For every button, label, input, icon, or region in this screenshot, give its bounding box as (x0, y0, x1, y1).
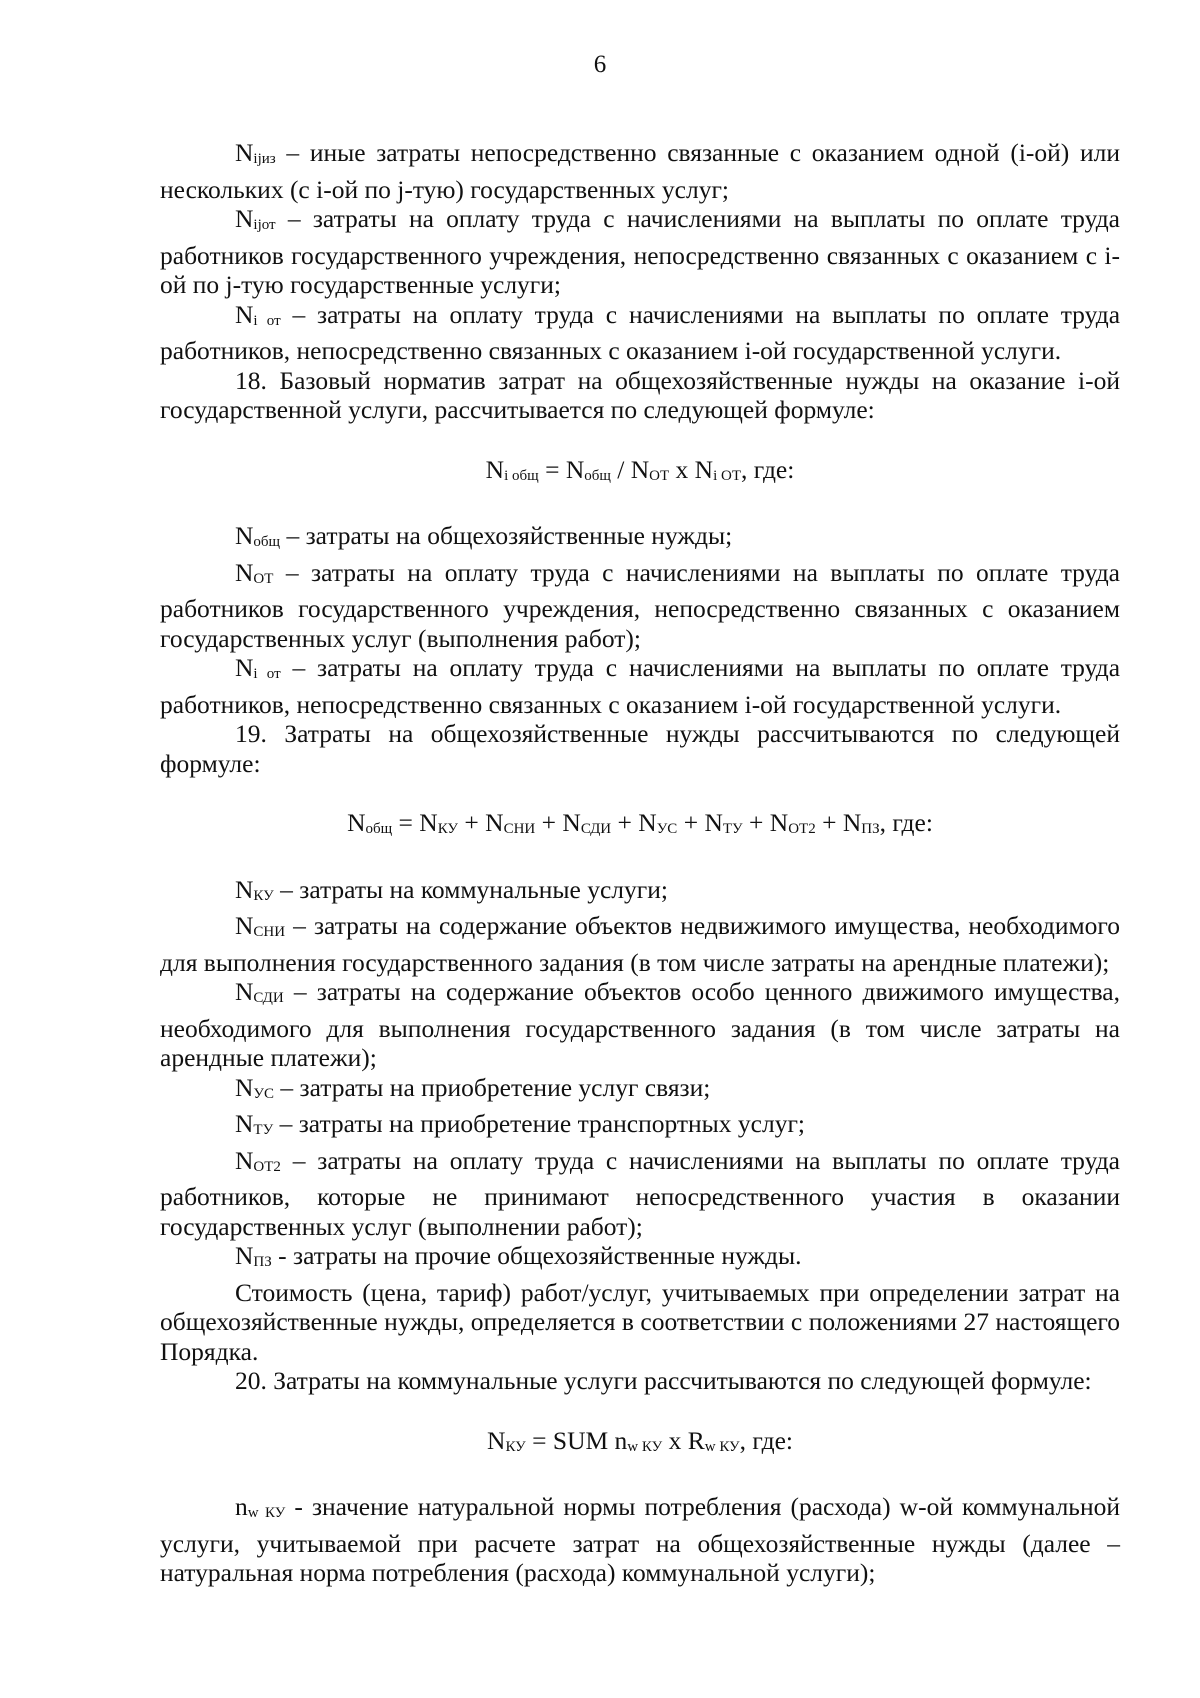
formula-text: N (485, 454, 505, 484)
paragraph (160, 366, 1120, 425)
definition-text: – затраты на общехозяйственные нужды; (280, 521, 733, 550)
symbol-subscript: УС (253, 1085, 275, 1102)
formula-text: + N (677, 808, 723, 837)
definition-text: – иные затраты непосредственно связанные с оказанием одной (i-ой) или нескольких (с i-ой по j-тую) государственных услуг; (160, 138, 1120, 204)
document-body (160, 138, 1120, 1588)
formula (160, 1426, 1120, 1463)
symbol: N (235, 1072, 254, 1102)
definition-text: – затраты на содержание объектов недвижимого имущества, необходимого для выполнения государственного задания (в том числе затраты на арендные платежи); (160, 911, 1120, 977)
symbol-subscript: КУ (253, 887, 274, 904)
symbol: N (235, 1145, 254, 1175)
definition-text: – затраты на оплату труда с начислениями на выплаты по оплате труда работников, которые не принимают непосредственного участия в оказании государственных услуг (выполнении работ); (160, 1145, 1120, 1241)
formula-text: = SUM n (525, 1425, 628, 1455)
formula-text: + N (458, 808, 504, 837)
formula-subscript: ОТ (649, 467, 670, 484)
paragraph-text: 20. Затраты на коммунальные услуги рассчитываются по следующей формуле: (235, 1366, 1092, 1395)
formula-text: + N (611, 808, 657, 837)
definition-text: – затраты на приобретение транспортных услуг; (273, 1109, 806, 1138)
formula-text: = N (538, 454, 585, 484)
definition-paragraph (160, 521, 1120, 558)
definition-text: – затраты на коммунальные услуги; (273, 874, 668, 904)
symbol-subscript: ОТ (253, 570, 274, 587)
formula-subscript: СДИ (580, 821, 612, 837)
page-number: 6 (593, 51, 607, 78)
symbol-subscript: СНИ (253, 924, 286, 940)
definition-text: – затраты на содержание объектов особо ценного движимого имущества, необходимого для выполнения государственного задания (в том числе затраты на арендные платежи); (160, 977, 1120, 1072)
symbol: N (235, 299, 254, 329)
definition-text: – затраты на оплату труда с начислениями на выплаты по оплате труда работников, непосредственно связанных с оказанием i-ой государственной услуги. (160, 653, 1121, 719)
symbol: N (235, 874, 254, 904)
definition-paragraph (160, 1073, 1120, 1110)
spacer (160, 1462, 1120, 1492)
symbol-subscript: ijиз (253, 151, 276, 167)
formula-text: = N (392, 808, 438, 837)
symbol: N (235, 977, 254, 1006)
symbol-subscript: ТУ (253, 1122, 274, 1138)
definition-text: - затраты на прочие общехозяйственные нужды. (271, 1241, 802, 1270)
definition-paragraph (160, 653, 1120, 719)
spacer (160, 491, 1120, 521)
definition-paragraph (160, 558, 1120, 654)
symbol-subscript: ОТ2 (253, 1158, 281, 1175)
spacer (160, 425, 1120, 455)
formula-subscript: общ (365, 821, 393, 837)
symbol-subscript: w КУ (247, 1505, 286, 1521)
definition-paragraph (160, 875, 1120, 912)
symbol-subscript: i от (253, 666, 281, 682)
formula-text: / N (610, 454, 650, 484)
formula-subscript: ОТ2 (788, 821, 816, 837)
definition-paragraph (160, 1241, 1120, 1278)
definition-text: – затраты на приобретение услуг связи; (274, 1072, 711, 1102)
definition-text: – затраты на оплату труда с начислениями на выплаты по оплате труда работников государственного учреждения, непосредственно связанных с оказанием с i-ой по j-тую государственные услуги; (160, 204, 1120, 299)
definition-text: - значение натуральной нормы потребления (расхода) w-ой коммунальной услуги, учитываемой при расчете затрат на общехозяйственные нужды (далее – натуральная норма потребления (расхода) коммунальной услуги); (160, 1492, 1120, 1587)
symbol: N (235, 653, 254, 682)
definition-paragraph (160, 1109, 1120, 1146)
definition-paragraph (160, 1146, 1120, 1242)
formula-subscript: КУ (437, 821, 459, 837)
symbol: n (235, 1492, 248, 1521)
formula-subscript: ТУ (722, 821, 743, 837)
formula-subscript: ПЗ (861, 821, 880, 837)
formula-text: + N (742, 808, 789, 837)
definition-text: – затраты на оплату труда с начислениями на выплаты по оплате труда работников государственного учреждения, непосредственно связанных с оказанием государственных услуг (выполнения работ); (160, 557, 1120, 653)
formula-subscript: СНИ (503, 821, 536, 837)
formula (160, 808, 1120, 845)
spacer (160, 845, 1120, 875)
symbol: N (235, 521, 254, 550)
definition-paragraph (160, 204, 1120, 300)
formula-text: N (347, 808, 366, 837)
formula-subscript: общ (584, 467, 611, 484)
definition-paragraph (160, 1492, 1120, 1588)
symbol: N (235, 1241, 254, 1270)
formula (160, 455, 1120, 492)
formula-subscript: УС (656, 821, 678, 837)
paragraph-text: 18. Базовый норматив затрат на общехозяйственные нужды на оказание i-ой государственной услуги, рассчитывается по следующей формуле: (160, 365, 1120, 424)
definition-paragraph (160, 911, 1120, 977)
paragraph (160, 719, 1120, 778)
symbol: N (235, 138, 254, 167)
symbol: N (235, 1109, 254, 1138)
formula-subscript: i ОТ (713, 467, 742, 484)
formula-text: x N (669, 454, 714, 484)
formula-text: x R (662, 1425, 705, 1455)
formula-subscript: w КУ (627, 1438, 663, 1455)
symbol-subscript: i от (253, 312, 281, 329)
symbol-subscript: ПЗ (253, 1254, 272, 1270)
formula-subscript: КУ (505, 1438, 526, 1455)
formula-subscript: w КУ (704, 1438, 740, 1455)
definition-paragraph (160, 138, 1120, 204)
definition-paragraph (160, 300, 1120, 366)
symbol-subscript: СДИ (253, 990, 284, 1006)
formula-text: + N (815, 808, 862, 837)
formula-text: , где: (741, 454, 795, 484)
formula-text: N (487, 1425, 506, 1455)
paragraph (160, 1366, 1120, 1396)
symbol-subscript: общ (253, 534, 281, 550)
symbol-subscript: ijот (253, 217, 276, 233)
formula-subscript: i общ (504, 467, 539, 484)
symbol: N (235, 557, 254, 587)
spacer (160, 778, 1120, 808)
definition-text: – затраты на оплату труда с начислениями на выплаты по оплате труда работников, непосредственно связанных с оказанием i-ой государственной услуги. (160, 299, 1121, 365)
paragraph-text: Стоимость (цена, тариф) работ/услуг, учитываемых при определении затрат на общехозяйственные нужды, определяется в соответствии с положениями 27 настоящего Порядка. (160, 1277, 1120, 1366)
formula-text: , где: (879, 808, 933, 837)
formula-text: + N (535, 808, 581, 837)
definition-paragraph (160, 977, 1120, 1073)
paragraph (160, 1278, 1120, 1367)
paragraph-text: 19. Затраты на общехозяйственные нужды рассчитываются по следующей формуле: (160, 719, 1120, 778)
formula-text: , где: (739, 1425, 793, 1455)
spacer (160, 1396, 1120, 1426)
symbol: N (235, 911, 254, 940)
symbol: N (235, 204, 254, 233)
